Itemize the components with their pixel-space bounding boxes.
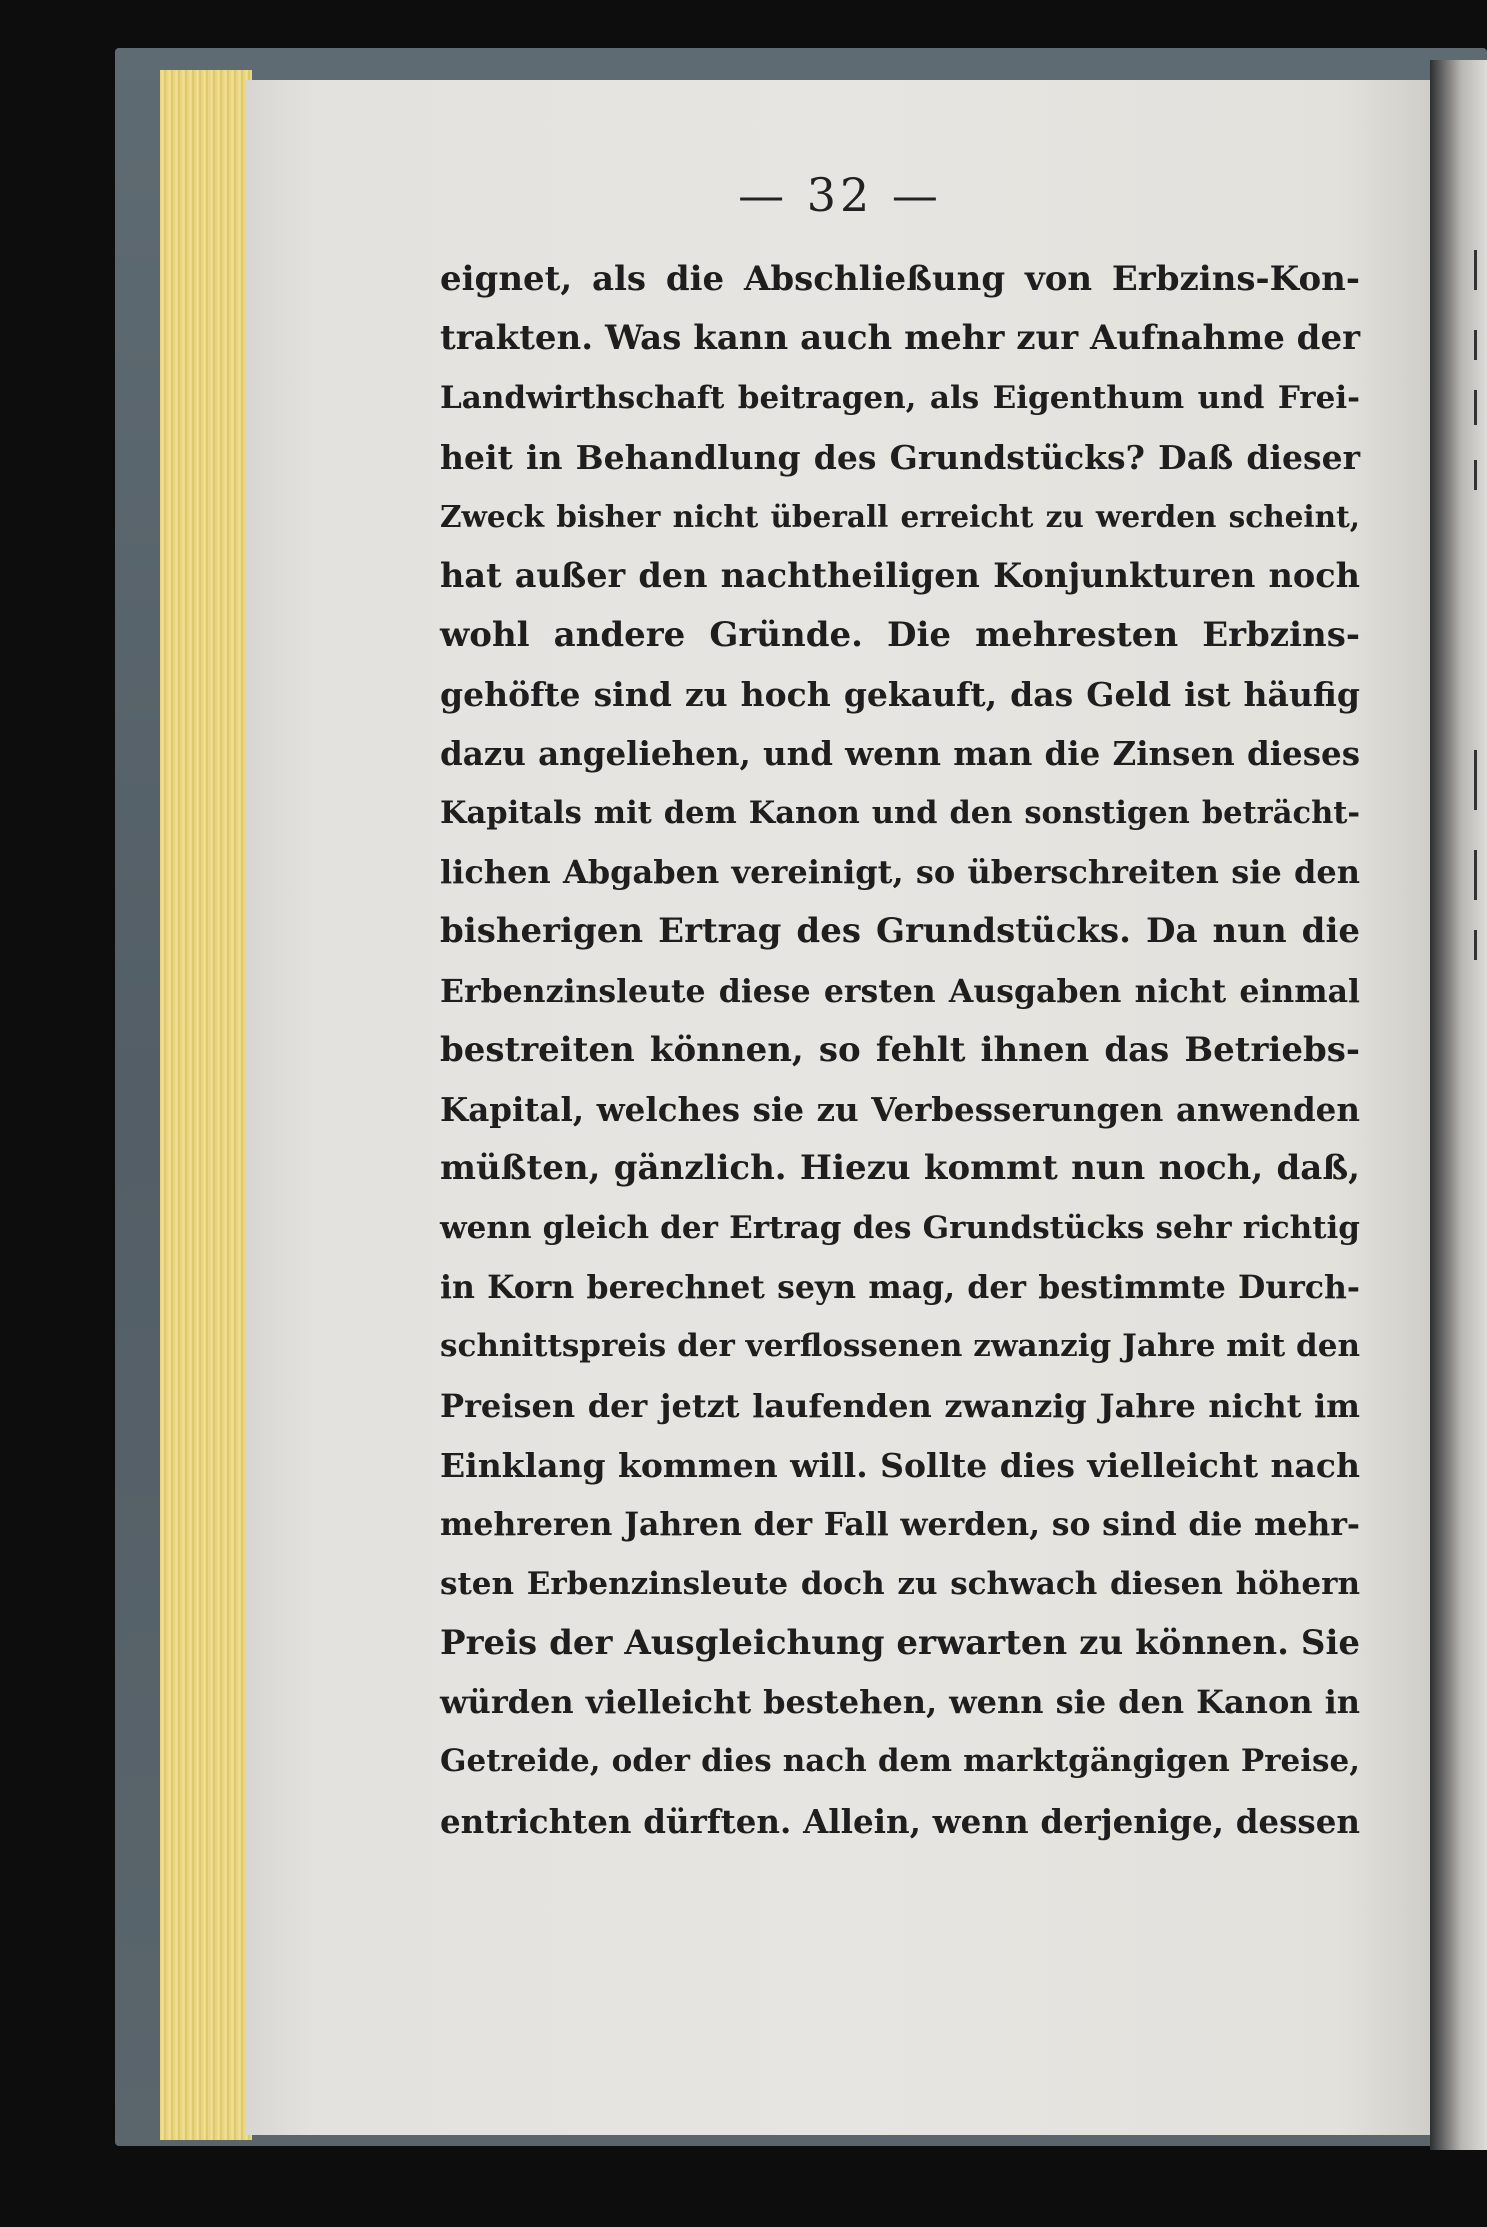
text-line: Kapital, welches sie zu Verbesserungen anwenden (440, 1090, 1360, 1130)
text-line: in Korn berechnet seyn mag, der bestimmte Durch- (440, 1269, 1360, 1307)
text-line: würden vielleicht bestehen, wenn sie den Kanon in (440, 1683, 1360, 1722)
text-line: wohl andere Gründe. Die mehresten Erbzins- (440, 614, 1360, 655)
page-text (440, 250, 1360, 1851)
text-line: wenn gleich der Ertrag des Grundstücks sehr richtig (440, 1209, 1360, 1246)
text-line: Zweck bisher nicht überall erreicht zu werden scheint, (440, 499, 1360, 535)
text-line: Erbenzinsleute diese ersten Ausgaben nicht einmal (440, 972, 1360, 1010)
text-line: gehöfte sind zu hoch gekauft, das Geld ist häufig (440, 675, 1360, 715)
text-line: Einklang kommen will. Sollte dies vielleicht nach (440, 1445, 1360, 1485)
text-line: dazu angeliehen, und wenn man die Zinsen dieses (440, 734, 1360, 774)
text-line: mehreren Jahren der Fall werden, so sind die mehr- (440, 1506, 1360, 1544)
text-line: Getreide, oder dies nach dem marktgängigen Preise, (440, 1743, 1360, 1780)
text-line: Landwirthschaft beitragen, als Eigenthum und Frei- (440, 379, 1360, 416)
next-page-edge (1470, 250, 1487, 950)
text-line: eignet, als die Abschließung von Erbzins-Kon- (440, 259, 1360, 299)
text-line: trakten. Was kann auch mehr zur Aufnahme der (440, 318, 1360, 359)
text-line: hat außer den nachtheiligen Konjunkturen noch (440, 556, 1360, 596)
text-line: Preisen der jetzt laufenden zwanzig Jahre nicht im (440, 1386, 1360, 1425)
text-line: Preis der Ausgleichung erwarten zu können. Sie (440, 1622, 1360, 1663)
text-line: entrichten dürften. Allein, wenn derjenige, dessen (440, 1801, 1360, 1841)
text-line: bisherigen Ertrag des Grundstücks. Da nun die (440, 911, 1360, 952)
text-line: müßten, gänzlich. Hiezu kommt nun noch, daß, (440, 1148, 1360, 1189)
text-line: lichen Abgaben vereinigt, so überschreiten sie den (440, 852, 1360, 891)
text-line: bestreiten können, so fehlt ihnen das Betriebs- (440, 1029, 1360, 1070)
text-line: schnittspreis der verflossenen zwanzig Jahre mit den (440, 1328, 1360, 1365)
page-edges (160, 70, 252, 2140)
text-line: Kapitals mit dem Kanon und den sonstigen beträcht- (440, 794, 1360, 831)
text-line: sten Erbenzinsleute doch zu schwach diesen höhern (440, 1565, 1360, 1602)
page-number: — 32 — (738, 168, 942, 222)
text-line: heit in Behandlung des Grundstücks? Daß dieser (440, 437, 1360, 477)
